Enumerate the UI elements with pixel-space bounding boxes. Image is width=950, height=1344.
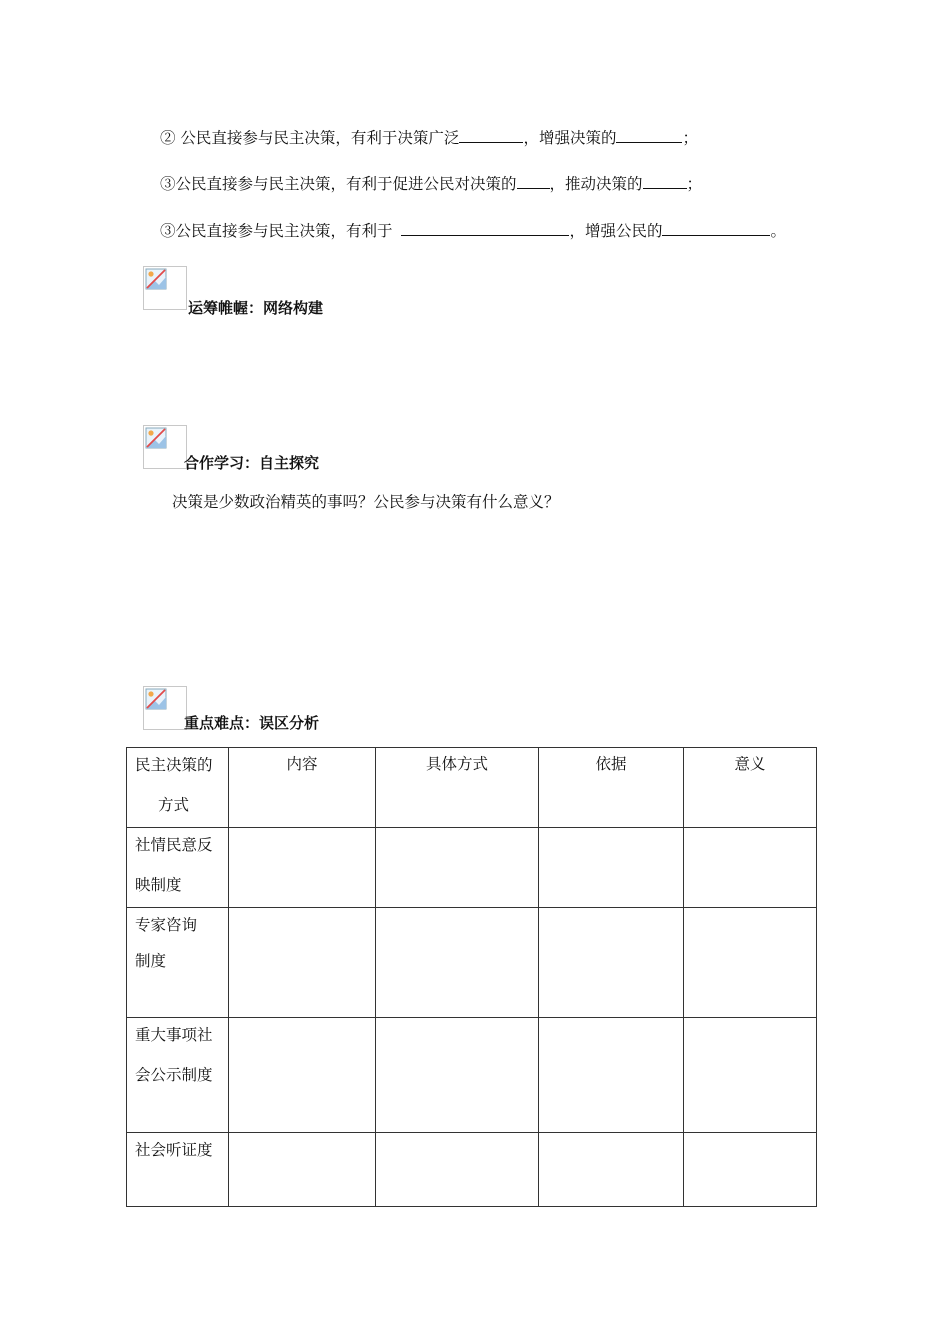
fill-item-1-mid: ，增强决策的 [523,129,617,147]
table-row [127,1133,817,1207]
blank-3a[interactable] [401,221,569,236]
fill-item-1-end: ； [682,129,698,147]
table-cell[interactable] [684,1133,817,1207]
table-cell[interactable] [684,828,817,908]
fill-item-2-mid: ，推动决策的 [549,175,643,193]
section-heading-cooperative: 合作学习：自主探究 [184,454,320,472]
row-label [127,828,229,908]
broken-image-icon [143,266,187,310]
row-label-line-1: 重大事项社 [135,1026,213,1044]
row-label-line-1: 社会听证度 [135,1141,213,1159]
table-cell[interactable] [376,1018,539,1133]
row-label-line-1: 专家咨询 [135,916,198,934]
fill-item-3-mid: ，增强公民的 [569,222,663,240]
question-text: 决策是少数政治精英的事吗？公民参与决策有什么意义？ [172,493,560,511]
table-cell[interactable] [539,1018,684,1133]
fill-item-3-prefix: ③公民直接参与民主决策，有利于 [160,222,398,240]
table-row [127,1018,817,1133]
row-label-line-1: 社情民意反 [135,836,213,854]
header-line-2: 方式 [157,796,189,814]
fill-item-3-end: 。 [770,222,786,240]
table-cell[interactable] [229,828,376,908]
table-header-cell: 依据 [539,748,684,828]
table-cell[interactable] [539,828,684,908]
table-cell[interactable] [376,1133,539,1207]
row-label [127,1018,229,1133]
table-header-cell: 具体方式 [376,748,539,828]
table-cell[interactable] [684,908,817,1018]
row-label [127,908,229,1018]
fill-item-1 [160,128,698,148]
table-cell[interactable] [376,828,539,908]
table-header-cell: 内容 [229,748,376,828]
table-header-cell: 意义 [684,748,817,828]
fill-item-2 [160,174,702,194]
broken-image-icon [143,425,187,469]
blank-2b[interactable] [643,174,687,189]
fill-item-1-prefix: ② 公民直接参与民主决策，有利于决策广泛 [160,129,460,147]
fill-item-2-prefix: ③公民直接参与民主决策，有利于促进公民对决策的 [160,175,517,193]
table-row [127,908,817,1018]
blank-1b[interactable] [616,128,682,143]
section-heading-network: 运筹帷幄：网络构建 [188,299,324,317]
table-cell[interactable] [684,1018,817,1133]
row-label-line-2: 会公示制度 [135,1066,213,1084]
blank-3b[interactable] [662,221,770,236]
blank-1a[interactable] [459,128,523,143]
table-cell[interactable] [229,1018,376,1133]
table-cell[interactable] [229,908,376,1018]
table-cell[interactable] [539,1133,684,1207]
blank-2a[interactable] [517,174,550,189]
table-header-cell [127,748,229,828]
row-label-line-2: 映制度 [135,876,182,894]
decision-methods-table [126,747,817,1207]
fill-item-2-end: ； [686,175,703,193]
fill-item-3 [160,221,786,241]
broken-image-icon [143,686,187,730]
header-line-1: 民主决策的 [135,756,213,774]
table-cell[interactable] [376,908,539,1018]
row-label-line-2: 制度 [135,952,167,970]
table-header-row [127,748,817,828]
table-cell[interactable] [229,1133,376,1207]
row-label [127,1133,229,1207]
table-row [127,828,817,908]
table-cell[interactable] [539,908,684,1018]
section-heading-keypoints: 重点难点：误区分析 [184,714,320,732]
